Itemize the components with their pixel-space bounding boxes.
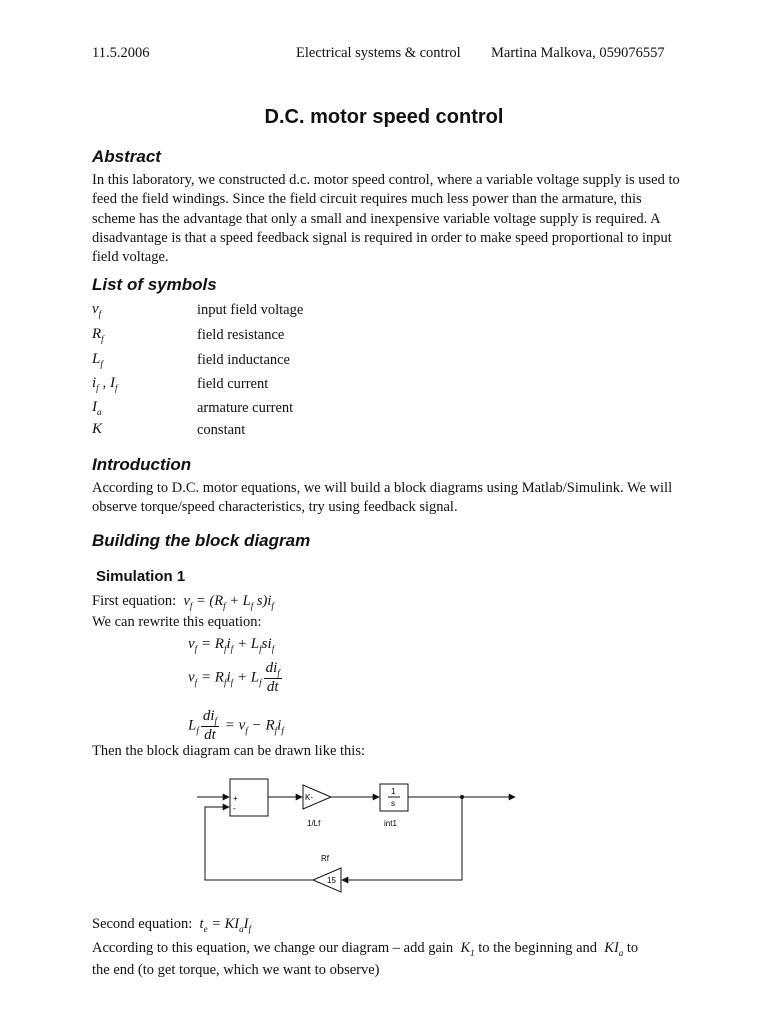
according-line-1 — [92, 940, 638, 958]
abstract-heading: Abstract — [92, 147, 161, 166]
building-heading: Building the block diagram — [92, 531, 311, 550]
integrator-label: int1 — [384, 819, 397, 828]
equation-1: $v_f = R_fi_f + L_fsi_f$ — [188, 636, 275, 654]
second-equation-line — [92, 916, 251, 934]
according-line-2: the end (to get torque, which we want to observe) — [92, 962, 380, 978]
symbol-vf-desc: input field voltage — [197, 302, 304, 318]
sum-plus-sign: + — [233, 794, 238, 803]
symbol-ia-desc: armature current — [197, 400, 294, 416]
gain-text: K- — [305, 793, 313, 802]
integrator-denominator: s — [391, 799, 395, 808]
header-course: Electrical systems & control — [296, 45, 461, 61]
gain-k1: $K_1$ — [456, 940, 475, 958]
symbol-rf: $R_f$ — [92, 326, 104, 344]
introduction-text: According to D.C. motor equations, we will build a block diagrams using Matlab/Simulink. We will observe torque/speed characteristics, try using feedback signal. — [92, 480, 673, 516]
branch-point — [460, 795, 464, 799]
symbol-lf: $L_f$ — [92, 351, 103, 369]
symbols-heading: List of symbols — [92, 275, 217, 294]
gain-label: 1/Lf — [307, 819, 321, 828]
simulation-heading: Simulation 1 — [96, 568, 186, 585]
first-equation-label: First equation: — [92, 593, 177, 609]
feedback-gain-text: 15 — [327, 876, 336, 885]
then-text: Then the block diagram can be drawn like this: — [92, 743, 365, 759]
equation-2: $v_f = R_fi_f + L_f$ $\frac{di_f}{dt}$ — [188, 660, 280, 695]
according-post: to — [626, 940, 639, 956]
rewrite-text: We can rewrite this equation: — [92, 614, 262, 630]
second-equation: $t_e = KI_aI_f$ — [195, 916, 251, 934]
feedback-out-line — [205, 807, 313, 880]
header-author: Martina Malkova, 059076557 — [491, 45, 665, 61]
page-title: D.C. motor speed control — [264, 106, 504, 128]
symbol-if-desc: field current — [197, 376, 269, 392]
symbol-lf-desc: field inductance — [197, 352, 290, 368]
second-equation-label: Second equation: — [92, 916, 193, 932]
first-equation: $v_f = (R_f + L_f$ $s)i_f$ — [179, 593, 274, 611]
integrator-numerator: 1 — [391, 787, 396, 796]
feedback-label: Rf — [321, 854, 329, 863]
sum-minus-sign: - — [233, 804, 236, 813]
symbol-rf-desc: field resistance — [197, 327, 285, 343]
abstract-text: In this laboratory, we constructed d.c. motor speed control, where a variable voltage supply is used to feed the field windings. Since the field circuit requires much less power than the armature, this scheme has the advantage that only a small and inexpensive variable voltage supply is required. A disadvantage is that a speed feedback signal is required in order to make speed proportional to input field voltage. — [92, 172, 680, 266]
introduction-heading: Introduction — [92, 455, 192, 474]
symbol-if: $i_f$ , $I_f$ — [92, 375, 118, 393]
symbol-ia: $I_a$ — [92, 399, 102, 417]
equation-3: $L_f$ $\frac{di_f}{dt}$ = $v_f - R_fi_f$ — [188, 708, 284, 743]
symbol-vf: $v_f$ — [92, 301, 102, 319]
according-mid: to the beginning and — [478, 940, 598, 956]
symbol-k: K — [92, 421, 103, 437]
header-date: 11.5.2006 — [92, 45, 150, 61]
gain-kia: $KI_a$ — [600, 940, 624, 958]
feedback-in-line — [342, 797, 462, 880]
symbol-k-desc: constant — [197, 422, 246, 438]
according-pre: According to this equation, we change our diagram – add gain — [92, 940, 454, 956]
